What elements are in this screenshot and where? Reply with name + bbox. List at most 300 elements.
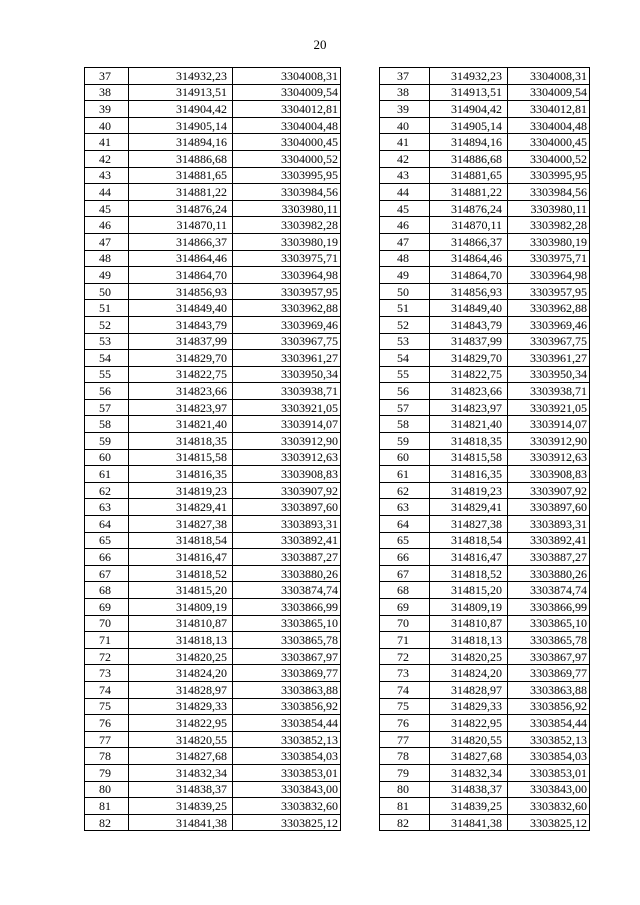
table-row — [380, 532, 590, 549]
x-coordinate-cell: 314829,33 — [129, 698, 233, 715]
x-coordinate-cell: 314904,42 — [430, 101, 508, 118]
y-coordinate-cell: 3303984,56 — [233, 184, 341, 201]
x-coordinate-cell: 314818,13 — [129, 632, 233, 649]
y-coordinate-cell: 3304012,81 — [508, 101, 590, 118]
y-coordinate-cell: 3303975,71 — [508, 250, 590, 267]
table-row — [380, 366, 590, 383]
point-number-cell: 42 — [380, 150, 430, 167]
x-coordinate-cell: 314841,38 — [129, 814, 233, 831]
point-number-cell: 41 — [85, 134, 129, 151]
point-number-cell: 78 — [85, 748, 129, 765]
y-coordinate-cell: 3303856,92 — [233, 698, 341, 715]
table-row — [85, 184, 341, 201]
point-number-cell: 59 — [380, 433, 430, 450]
table-row — [380, 383, 590, 400]
y-coordinate-cell: 3303854,03 — [233, 748, 341, 765]
table-row — [85, 233, 341, 250]
x-coordinate-cell: 314838,37 — [430, 781, 508, 798]
x-coordinate-cell: 314841,38 — [430, 814, 508, 831]
y-coordinate-cell: 3304000,45 — [508, 134, 590, 151]
table-body-left — [85, 68, 341, 831]
table-row — [85, 715, 341, 732]
point-number-cell: 37 — [85, 68, 129, 85]
x-coordinate-cell: 314818,35 — [129, 433, 233, 450]
point-number-cell: 79 — [85, 764, 129, 781]
x-coordinate-cell: 314810,87 — [129, 615, 233, 632]
table-row — [85, 350, 341, 367]
y-coordinate-cell: 3303957,95 — [233, 283, 341, 300]
x-coordinate-cell: 314809,19 — [430, 599, 508, 616]
y-coordinate-cell: 3303980,19 — [508, 233, 590, 250]
x-coordinate-cell: 314823,66 — [129, 383, 233, 400]
x-coordinate-cell: 314818,52 — [129, 565, 233, 582]
point-number-cell: 67 — [85, 565, 129, 582]
y-coordinate-cell: 3303980,11 — [508, 200, 590, 217]
y-coordinate-cell: 3303865,78 — [233, 632, 341, 649]
y-coordinate-cell: 3304000,52 — [508, 150, 590, 167]
y-coordinate-cell: 3304012,81 — [233, 101, 341, 118]
y-coordinate-cell: 3304008,31 — [233, 68, 341, 85]
y-coordinate-cell: 3303856,92 — [508, 698, 590, 715]
point-number-cell: 52 — [380, 316, 430, 333]
x-coordinate-cell: 314904,42 — [129, 101, 233, 118]
point-number-cell: 38 — [85, 84, 129, 101]
x-coordinate-cell: 314829,70 — [430, 350, 508, 367]
point-number-cell: 42 — [85, 150, 129, 167]
y-coordinate-cell: 3303964,98 — [233, 267, 341, 284]
table-row — [85, 416, 341, 433]
x-coordinate-cell: 314894,16 — [430, 134, 508, 151]
table-row — [85, 333, 341, 350]
point-number-cell: 43 — [380, 167, 430, 184]
table-row — [85, 665, 341, 682]
y-coordinate-cell: 3303908,83 — [508, 466, 590, 483]
table-row — [85, 366, 341, 383]
x-coordinate-cell: 314815,58 — [129, 449, 233, 466]
point-number-cell: 58 — [85, 416, 129, 433]
table-row — [380, 565, 590, 582]
table-row — [380, 764, 590, 781]
table-row — [85, 482, 341, 499]
table-row — [85, 84, 341, 101]
table-row — [380, 200, 590, 217]
table-row — [85, 449, 341, 466]
x-coordinate-cell: 314827,38 — [430, 516, 508, 533]
table-row — [85, 383, 341, 400]
point-number-cell: 39 — [85, 101, 129, 118]
x-coordinate-cell: 314837,99 — [129, 333, 233, 350]
x-coordinate-cell: 314818,35 — [430, 433, 508, 450]
table-row — [85, 250, 341, 267]
x-coordinate-cell: 314822,95 — [430, 715, 508, 732]
y-coordinate-cell: 3303897,60 — [508, 499, 590, 516]
point-number-cell: 68 — [380, 582, 430, 599]
x-coordinate-cell: 314856,93 — [129, 283, 233, 300]
x-coordinate-cell: 314810,87 — [430, 615, 508, 632]
y-coordinate-cell: 3303863,88 — [508, 681, 590, 698]
table-row — [85, 167, 341, 184]
table-row — [380, 482, 590, 499]
point-number-cell: 49 — [380, 267, 430, 284]
x-coordinate-cell: 314849,40 — [430, 300, 508, 317]
point-number-cell: 50 — [380, 283, 430, 300]
table-row — [380, 167, 590, 184]
point-number-cell: 65 — [85, 532, 129, 549]
table-body-right — [380, 68, 590, 831]
y-coordinate-cell: 3303907,92 — [233, 482, 341, 499]
point-number-cell: 66 — [85, 549, 129, 566]
y-coordinate-cell: 3303908,83 — [233, 466, 341, 483]
point-number-cell: 58 — [380, 416, 430, 433]
x-coordinate-cell: 314823,66 — [430, 383, 508, 400]
point-number-cell: 45 — [380, 200, 430, 217]
y-coordinate-cell: 3303863,88 — [233, 681, 341, 698]
x-coordinate-cell: 314876,24 — [129, 200, 233, 217]
table-row — [85, 632, 341, 649]
table-row — [85, 499, 341, 516]
table-row — [380, 233, 590, 250]
point-number-cell: 79 — [380, 764, 430, 781]
y-coordinate-cell: 3303967,75 — [233, 333, 341, 350]
x-coordinate-cell: 314849,40 — [129, 300, 233, 317]
table-row — [85, 781, 341, 798]
table-row — [380, 283, 590, 300]
y-coordinate-cell: 3303874,74 — [508, 582, 590, 599]
point-number-cell: 71 — [380, 632, 430, 649]
y-coordinate-cell: 3303950,34 — [508, 366, 590, 383]
table-row — [380, 433, 590, 450]
table-row — [85, 433, 341, 450]
point-number-cell: 76 — [85, 715, 129, 732]
y-coordinate-cell: 3303869,77 — [508, 665, 590, 682]
x-coordinate-cell: 314866,37 — [129, 233, 233, 250]
x-coordinate-cell: 314819,23 — [129, 482, 233, 499]
x-coordinate-cell: 314822,75 — [430, 366, 508, 383]
y-coordinate-cell: 3303854,44 — [508, 715, 590, 732]
point-number-cell: 45 — [85, 200, 129, 217]
x-coordinate-cell: 314881,65 — [129, 167, 233, 184]
x-coordinate-cell: 314828,97 — [430, 681, 508, 698]
y-coordinate-cell: 3303969,46 — [233, 316, 341, 333]
x-coordinate-cell: 314870,11 — [129, 217, 233, 234]
x-coordinate-cell: 314881,22 — [129, 184, 233, 201]
point-number-cell: 70 — [380, 615, 430, 632]
x-coordinate-cell: 314829,41 — [430, 499, 508, 516]
y-coordinate-cell: 3303866,99 — [508, 599, 590, 616]
table-row — [85, 300, 341, 317]
x-coordinate-cell: 314820,25 — [129, 648, 233, 665]
y-coordinate-cell: 3303853,01 — [508, 764, 590, 781]
x-coordinate-cell: 314832,34 — [430, 764, 508, 781]
table-row — [85, 549, 341, 566]
y-coordinate-cell: 3303975,71 — [233, 250, 341, 267]
x-coordinate-cell: 314905,14 — [430, 117, 508, 134]
point-number-cell: 82 — [85, 814, 129, 831]
point-number-cell: 70 — [85, 615, 129, 632]
y-coordinate-cell: 3303853,01 — [233, 764, 341, 781]
y-coordinate-cell: 3303852,13 — [508, 731, 590, 748]
y-coordinate-cell: 3303982,28 — [508, 217, 590, 234]
x-coordinate-cell: 314816,35 — [430, 466, 508, 483]
point-number-cell: 51 — [85, 300, 129, 317]
y-coordinate-cell: 3303967,75 — [508, 333, 590, 350]
table-row — [380, 101, 590, 118]
point-number-cell: 50 — [85, 283, 129, 300]
table-row — [85, 565, 341, 582]
y-coordinate-cell: 3303843,00 — [233, 781, 341, 798]
y-coordinate-cell: 3303961,27 — [233, 350, 341, 367]
y-coordinate-cell: 3303880,26 — [233, 565, 341, 582]
y-coordinate-cell: 3303867,97 — [508, 648, 590, 665]
coordinates-table-right — [379, 67, 590, 831]
table-row — [380, 798, 590, 815]
y-coordinate-cell: 3303874,74 — [233, 582, 341, 599]
y-coordinate-cell: 3303950,34 — [233, 366, 341, 383]
table-row — [85, 764, 341, 781]
table-row — [85, 582, 341, 599]
point-number-cell: 55 — [380, 366, 430, 383]
point-number-cell: 82 — [380, 814, 430, 831]
point-number-cell: 62 — [380, 482, 430, 499]
y-coordinate-cell: 3303912,90 — [233, 433, 341, 450]
x-coordinate-cell: 314864,46 — [430, 250, 508, 267]
point-number-cell: 63 — [380, 499, 430, 516]
point-number-cell: 74 — [85, 681, 129, 698]
point-number-cell: 56 — [85, 383, 129, 400]
x-coordinate-cell: 314823,97 — [129, 399, 233, 416]
x-coordinate-cell: 314839,25 — [430, 798, 508, 815]
point-number-cell: 61 — [380, 466, 430, 483]
x-coordinate-cell: 314886,68 — [430, 150, 508, 167]
point-number-cell: 63 — [85, 499, 129, 516]
table-row — [85, 532, 341, 549]
x-coordinate-cell: 314864,46 — [129, 250, 233, 267]
table-row — [380, 781, 590, 798]
x-coordinate-cell: 314809,19 — [129, 599, 233, 616]
point-number-cell: 40 — [380, 117, 430, 134]
point-number-cell: 59 — [85, 433, 129, 450]
x-coordinate-cell: 314827,68 — [129, 748, 233, 765]
point-number-cell: 44 — [380, 184, 430, 201]
x-coordinate-cell: 314894,16 — [129, 134, 233, 151]
y-coordinate-cell: 3303865,10 — [233, 615, 341, 632]
table-row — [380, 267, 590, 284]
x-coordinate-cell: 314829,41 — [129, 499, 233, 516]
table-row — [85, 698, 341, 715]
coordinates-table-left — [84, 67, 341, 831]
point-number-cell: 47 — [85, 233, 129, 250]
y-coordinate-cell: 3303980,11 — [233, 200, 341, 217]
point-number-cell: 77 — [85, 731, 129, 748]
point-number-cell: 72 — [380, 648, 430, 665]
point-number-cell: 57 — [380, 399, 430, 416]
point-number-cell: 77 — [380, 731, 430, 748]
table-row — [380, 731, 590, 748]
x-coordinate-cell: 314881,65 — [430, 167, 508, 184]
x-coordinate-cell: 314832,34 — [129, 764, 233, 781]
point-number-cell: 53 — [380, 333, 430, 350]
y-coordinate-cell: 3303969,46 — [508, 316, 590, 333]
point-number-cell: 73 — [380, 665, 430, 682]
table-row — [380, 648, 590, 665]
point-number-cell: 48 — [85, 250, 129, 267]
point-number-cell: 73 — [85, 665, 129, 682]
point-number-cell: 81 — [85, 798, 129, 815]
y-coordinate-cell: 3304000,52 — [233, 150, 341, 167]
table-row — [380, 582, 590, 599]
x-coordinate-cell: 314905,14 — [129, 117, 233, 134]
point-number-cell: 61 — [85, 466, 129, 483]
point-number-cell: 39 — [380, 101, 430, 118]
table-row — [380, 399, 590, 416]
x-coordinate-cell: 314864,70 — [430, 267, 508, 284]
table-row — [85, 731, 341, 748]
x-coordinate-cell: 314815,20 — [430, 582, 508, 599]
x-coordinate-cell: 314864,70 — [129, 267, 233, 284]
table-row — [380, 117, 590, 134]
y-coordinate-cell: 3303914,07 — [233, 416, 341, 433]
table-row — [85, 283, 341, 300]
table-row — [85, 134, 341, 151]
table-row — [380, 449, 590, 466]
y-coordinate-cell: 3303880,26 — [508, 565, 590, 582]
point-number-cell: 44 — [85, 184, 129, 201]
table-row — [380, 715, 590, 732]
y-coordinate-cell: 3303961,27 — [508, 350, 590, 367]
table-row — [85, 316, 341, 333]
x-coordinate-cell: 314843,79 — [430, 316, 508, 333]
point-number-cell: 75 — [380, 698, 430, 715]
point-number-cell: 54 — [380, 350, 430, 367]
table-row — [380, 748, 590, 765]
y-coordinate-cell: 3303865,78 — [508, 632, 590, 649]
point-number-cell: 55 — [85, 366, 129, 383]
point-number-cell: 81 — [380, 798, 430, 815]
point-number-cell: 74 — [380, 681, 430, 698]
x-coordinate-cell: 314815,58 — [430, 449, 508, 466]
y-coordinate-cell: 3303912,63 — [233, 449, 341, 466]
y-coordinate-cell: 3303912,63 — [508, 449, 590, 466]
table-row — [85, 648, 341, 665]
x-coordinate-cell: 314823,97 — [430, 399, 508, 416]
point-number-cell: 67 — [380, 565, 430, 582]
table-row — [380, 350, 590, 367]
x-coordinate-cell: 314827,38 — [129, 516, 233, 533]
x-coordinate-cell: 314932,23 — [129, 68, 233, 85]
x-coordinate-cell: 314856,93 — [430, 283, 508, 300]
table-row — [85, 117, 341, 134]
x-coordinate-cell: 314819,23 — [430, 482, 508, 499]
point-number-cell: 76 — [380, 715, 430, 732]
x-coordinate-cell: 314815,20 — [129, 582, 233, 599]
table-row — [380, 84, 590, 101]
x-coordinate-cell: 314838,37 — [129, 781, 233, 798]
table-row — [85, 217, 341, 234]
y-coordinate-cell: 3303962,88 — [508, 300, 590, 317]
x-coordinate-cell: 314837,99 — [430, 333, 508, 350]
y-coordinate-cell: 3303866,99 — [233, 599, 341, 616]
point-number-cell: 60 — [380, 449, 430, 466]
y-coordinate-cell: 3303832,60 — [233, 798, 341, 815]
table-row — [85, 814, 341, 831]
point-number-cell: 60 — [85, 449, 129, 466]
table-row — [85, 516, 341, 533]
table-row — [380, 300, 590, 317]
x-coordinate-cell: 314816,47 — [129, 549, 233, 566]
point-number-cell: 51 — [380, 300, 430, 317]
x-coordinate-cell: 314829,70 — [129, 350, 233, 367]
y-coordinate-cell: 3303897,60 — [233, 499, 341, 516]
table-row — [380, 466, 590, 483]
table-row — [380, 681, 590, 698]
y-coordinate-cell: 3303938,71 — [508, 383, 590, 400]
table-row — [85, 101, 341, 118]
y-coordinate-cell: 3303912,90 — [508, 433, 590, 450]
y-coordinate-cell: 3303907,92 — [508, 482, 590, 499]
y-coordinate-cell: 3303921,05 — [508, 399, 590, 416]
table-row — [85, 615, 341, 632]
y-coordinate-cell: 3303995,95 — [233, 167, 341, 184]
y-coordinate-cell: 3303964,98 — [508, 267, 590, 284]
point-number-cell: 71 — [85, 632, 129, 649]
point-number-cell: 37 — [380, 68, 430, 85]
y-coordinate-cell: 3303995,95 — [508, 167, 590, 184]
x-coordinate-cell: 314824,20 — [430, 665, 508, 682]
y-coordinate-cell: 3303914,07 — [508, 416, 590, 433]
table-row — [380, 549, 590, 566]
y-coordinate-cell: 3303832,60 — [508, 798, 590, 815]
point-number-cell: 80 — [380, 781, 430, 798]
x-coordinate-cell: 314932,23 — [430, 68, 508, 85]
point-number-cell: 80 — [85, 781, 129, 798]
point-number-cell: 48 — [380, 250, 430, 267]
table-row — [85, 200, 341, 217]
y-coordinate-cell: 3303892,41 — [508, 532, 590, 549]
table-row — [380, 599, 590, 616]
table-row — [380, 134, 590, 151]
y-coordinate-cell: 3303938,71 — [233, 383, 341, 400]
point-number-cell: 46 — [85, 217, 129, 234]
x-coordinate-cell: 314886,68 — [129, 150, 233, 167]
x-coordinate-cell: 314829,33 — [430, 698, 508, 715]
y-coordinate-cell: 3304004,48 — [508, 117, 590, 134]
point-number-cell: 64 — [380, 516, 430, 533]
x-coordinate-cell: 314818,52 — [430, 565, 508, 582]
table-row — [85, 267, 341, 284]
table-row — [85, 150, 341, 167]
x-coordinate-cell: 314827,68 — [430, 748, 508, 765]
point-number-cell: 69 — [85, 599, 129, 616]
y-coordinate-cell: 3304000,45 — [233, 134, 341, 151]
x-coordinate-cell: 314913,51 — [129, 84, 233, 101]
table-row — [380, 184, 590, 201]
table-row — [380, 814, 590, 831]
y-coordinate-cell: 3303980,19 — [233, 233, 341, 250]
page-number: 20 — [313, 37, 327, 52]
x-coordinate-cell: 314820,55 — [129, 731, 233, 748]
table-row — [85, 68, 341, 85]
y-coordinate-cell: 3303854,44 — [233, 715, 341, 732]
x-coordinate-cell: 314820,25 — [430, 648, 508, 665]
y-coordinate-cell: 3303843,00 — [508, 781, 590, 798]
x-coordinate-cell: 314818,13 — [430, 632, 508, 649]
x-coordinate-cell: 314820,55 — [430, 731, 508, 748]
x-coordinate-cell: 314816,47 — [430, 549, 508, 566]
table-row — [85, 466, 341, 483]
point-number-cell: 57 — [85, 399, 129, 416]
point-number-cell: 49 — [85, 267, 129, 284]
point-number-cell: 75 — [85, 698, 129, 715]
